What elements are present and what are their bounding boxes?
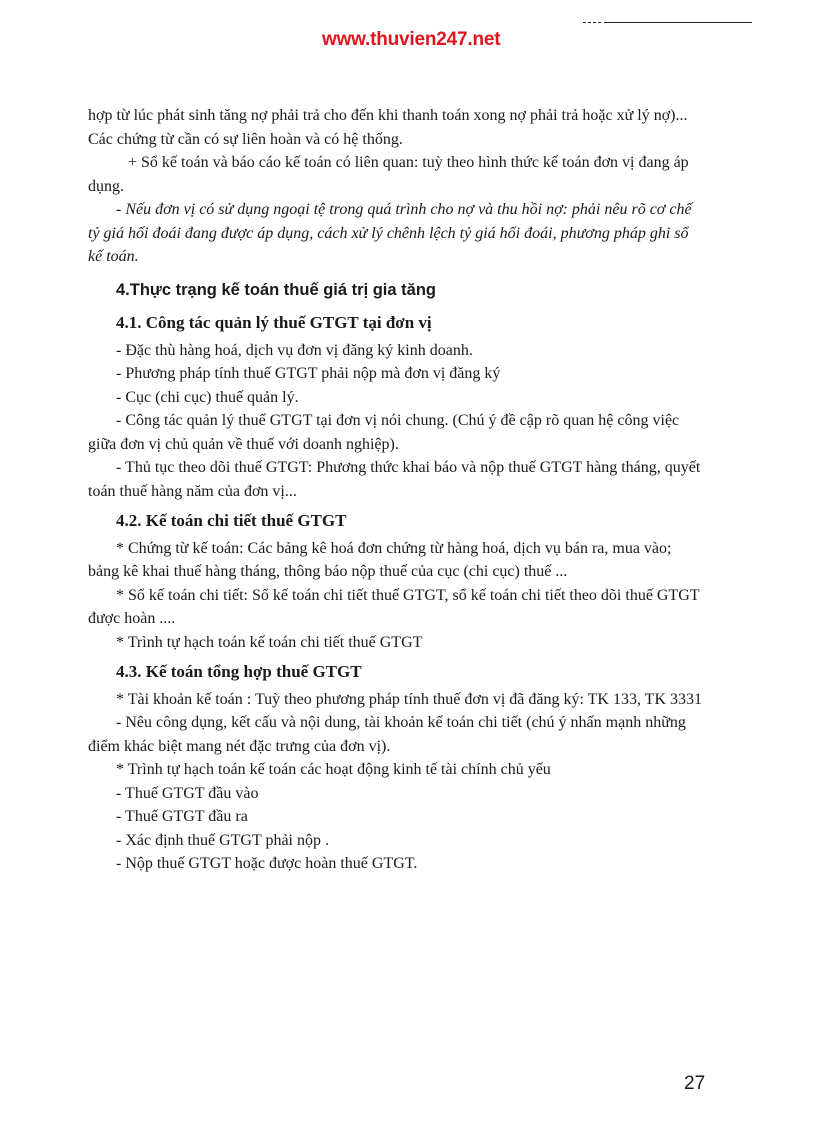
list-item: * Trình tự hạch toán kế toán các hoạt động kinh tế tài chính chủ yếu — [116, 761, 551, 778]
section-heading: 4.Thực trạng kế toán thuế giá trị gia tăng — [116, 280, 436, 299]
list-item: * Sổ kế toán chi tiết: Sổ kế toán chi tiết thuế GTGT, sổ kế toán chi tiết theo dõi thuế GTGT được hoàn .... — [88, 586, 700, 627]
subsection-heading: 4.1. Công tác quản lý thuế GTGT tại đơn vị — [116, 313, 432, 332]
paragraph: + Sổ kế toán và báo cáo kế toán có liên quan: tuỳ theo hình thức kế toán đơn vị đang áp dụng. — [88, 154, 689, 195]
watermark-url: www.thuvien247.net — [322, 29, 501, 50]
header-dash-rule — [583, 22, 601, 23]
paragraph: hợp từ lúc phát sinh tăng nợ phải trả cho đến khi thanh toán xong nợ phải trả hoặc xử lý nợ)... Các chứng từ cần có sự liên hoàn và có hệ thống. — [88, 107, 688, 148]
list-item: - Phương pháp tính thuế GTGT phải nộp mà đơn vị đăng ký — [116, 365, 501, 382]
list-item: - Thuế GTGT đầu ra — [116, 808, 248, 825]
body-text — [88, 104, 706, 876]
paragraph-italic: - Nếu đơn vị có sử dụng ngoại tệ trong quá trình cho nợ và thu hồi nợ: phải nêu rõ cơ chế tỷ giá hối đoái đang được áp dụng, cách xử lý chênh lệch tỷ giá hối đoái, phương pháp ghi sổ kế toán. — [88, 201, 692, 265]
subsection-heading: 4.3. Kế toán tổng hợp thuế GTGT — [116, 662, 362, 681]
list-item: * Chứng từ kế toán: Các bảng kê hoá đơn chứng từ hàng hoá, dịch vụ bán ra, mua vào; bảng kê khai thuế hàng tháng, thông báo nộp thuế của cục (chi cục) thuế ... — [88, 539, 672, 580]
subsection-heading: 4.2. Kế toán chi tiết thuế GTGT — [116, 511, 347, 530]
list-item: - Thủ tục theo dõi thuế GTGT: Phương thức khai báo và nộp thuế GTGT hàng tháng, quyết toán thuế hàng năm của đơn vị... — [88, 459, 701, 500]
list-item: - Cục (chi cục) thuế quản lý. — [116, 388, 299, 406]
page-number: 27 — [684, 1073, 706, 1094]
list-item: - Nêu công dụng, kết cấu và nội dung, tài khoản kế toán chi tiết (chú ý nhấn mạnh những điểm khác biệt mang nét đặc trưng của đơn vị). — [88, 714, 686, 755]
list-item: - Thuế GTGT đầu vào — [116, 784, 259, 802]
list-item: - Công tác quản lý thuế GTGT tại đơn vị nói chung. (Chú ý đề cập rõ quan hệ công việc giữa đơn vị chủ quản về thuế với doanh nghiệp). — [88, 412, 680, 453]
list-item: * Trình tự hạch toán kế toán chi tiết thuế GTGT — [116, 633, 423, 651]
header-rule — [604, 22, 752, 23]
list-item: * Tài khoản kế toán : Tuỳ theo phương pháp tính thuế đơn vị đã đăng ký: TK 133, TK 3331 — [116, 690, 702, 708]
list-item: - Xác định thuế GTGT phải nộp . — [116, 831, 329, 849]
list-item: - Nộp thuế GTGT hoặc được hoàn thuế GTGT. — [116, 855, 418, 872]
list-item: - Đặc thù hàng hoá, dịch vụ đơn vị đăng ký kinh doanh. — [116, 341, 473, 359]
